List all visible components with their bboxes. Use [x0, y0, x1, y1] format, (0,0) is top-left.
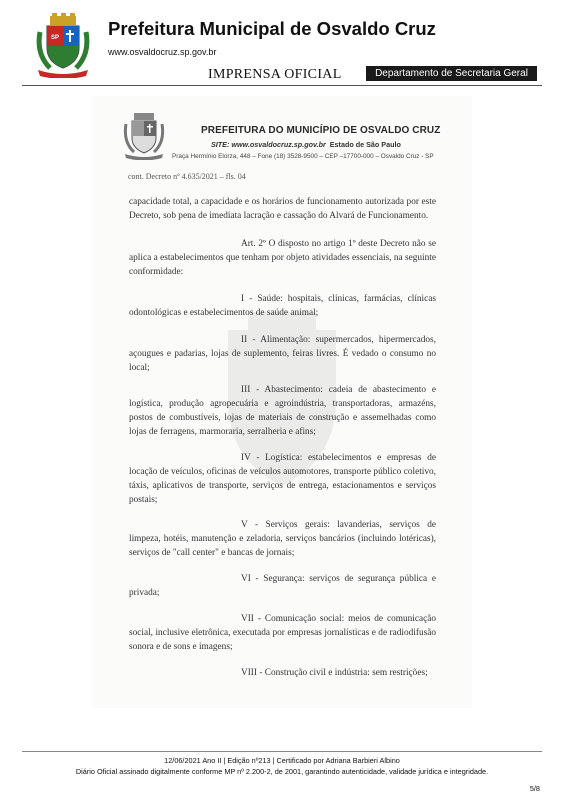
- gazette-title: Prefeitura Municipal de Osvaldo Cruz: [108, 18, 436, 39]
- paragraph-item-vi: VI - Segurança: serviços de segurança pública e privada;: [129, 574, 436, 598]
- paragraph-item-v: V - Serviços gerais: lavanderias, serviços de limpeza, hotéis, manutenção e zeladoria, serviços bancários (incluindo lotéricas), serviços de "call center" e bancas de jornais;: [129, 520, 436, 558]
- paragraph-item-viii: VIII - Construção civil e indústria: sem restrições;: [241, 668, 428, 678]
- paragraph-item-iii: III - Abastecimento: cadeia de abastecimento e logística, produção agropecuária e agroindústria, transportadoras, armazéns, postos de combustíveis, lojas de materiais de construção e assemelhadas como lojas de ferragens, marmoraria, serralheria e afins;: [129, 385, 436, 437]
- paragraph-item-i: I - Saúde: hospitais, clínicas, farmácias, clínicas odontológicas e estabelecimentos de saúde animal;: [129, 294, 436, 318]
- department-badge: Departamento de Secretaria Geral: [366, 66, 537, 81]
- document-site-line: [211, 140, 401, 149]
- svg-text:SP: SP: [51, 35, 60, 41]
- document-state: Estado de São Paulo: [329, 140, 401, 149]
- paragraph-item-vii: VII - Comunicação social: meios de comunicação social, inclusive eletrônica, executada por empresas jornalísticas e de radiodifusão sonora e de sons e imagens;: [129, 614, 436, 652]
- paragraph-item-iv: IV - Logística: estabelecimentos e empresas de locação de veículos, oficinas de veículos automotores, transporte público coletivo, táxis, aplicativos de transporte, serviços de entrega, estacionamentos e serviços postais;: [129, 453, 436, 505]
- page-number: 5/8: [529, 784, 540, 793]
- document-address: Praça Hermínio Elorza, 448 – Fone (18) 3528-9500 – CEP –17700-000 – Osvaldo Cruz - SP: [172, 153, 434, 160]
- gazette-site-url: www.osvaldocruz.sp.gov.br: [108, 47, 217, 57]
- digital-signature-note: Diário Oficial assinado digitalmente conforme MP nº 2.200-2, de 2001, garantindo autenticidade, validade jurídica e integridade.: [75, 767, 489, 776]
- document-header-title: PREFEITURA DO MUNICÍPIO DE OSVALDO CRUZ: [201, 125, 441, 136]
- footer-divider: [22, 751, 542, 752]
- edition-info: 12/06/2021 Ano II | Edição nº213 | Certificado por Adriana Barbieri Albino: [164, 756, 400, 765]
- paragraph-article-2: Art. 2º O disposto no artigo 1º deste Decreto não se aplica a estabelecimentos que tenham por objeto atividades essenciais, na seguinte conformidade:: [129, 239, 436, 277]
- paragraph-item-ii: II - Alimentação: supermercados, hipermercados, açougues e padarias, lojas de suplemento, feiras livres. É vedado o consumo no local;: [129, 335, 436, 373]
- header-divider: [22, 85, 542, 86]
- gazette-section-title: IMPRENSA OFICIAL: [208, 67, 342, 82]
- document-coat-of-arms-logo: [122, 110, 166, 160]
- decree-reference: cont. Decreto nº 4.635/2021 – fls. 04: [128, 172, 246, 181]
- paragraph-continuation: capacidade total, a capacidade e os horários de funcionamento autorizada por este Decreto, sob pena de imediata lacração e cassação do Alvará de Funcionamento.: [129, 197, 436, 221]
- municipal-coat-of-arms-logo: [34, 12, 92, 78]
- document-site-label: SITE: www.osvaldocruz.sp.gov.br: [211, 140, 326, 149]
